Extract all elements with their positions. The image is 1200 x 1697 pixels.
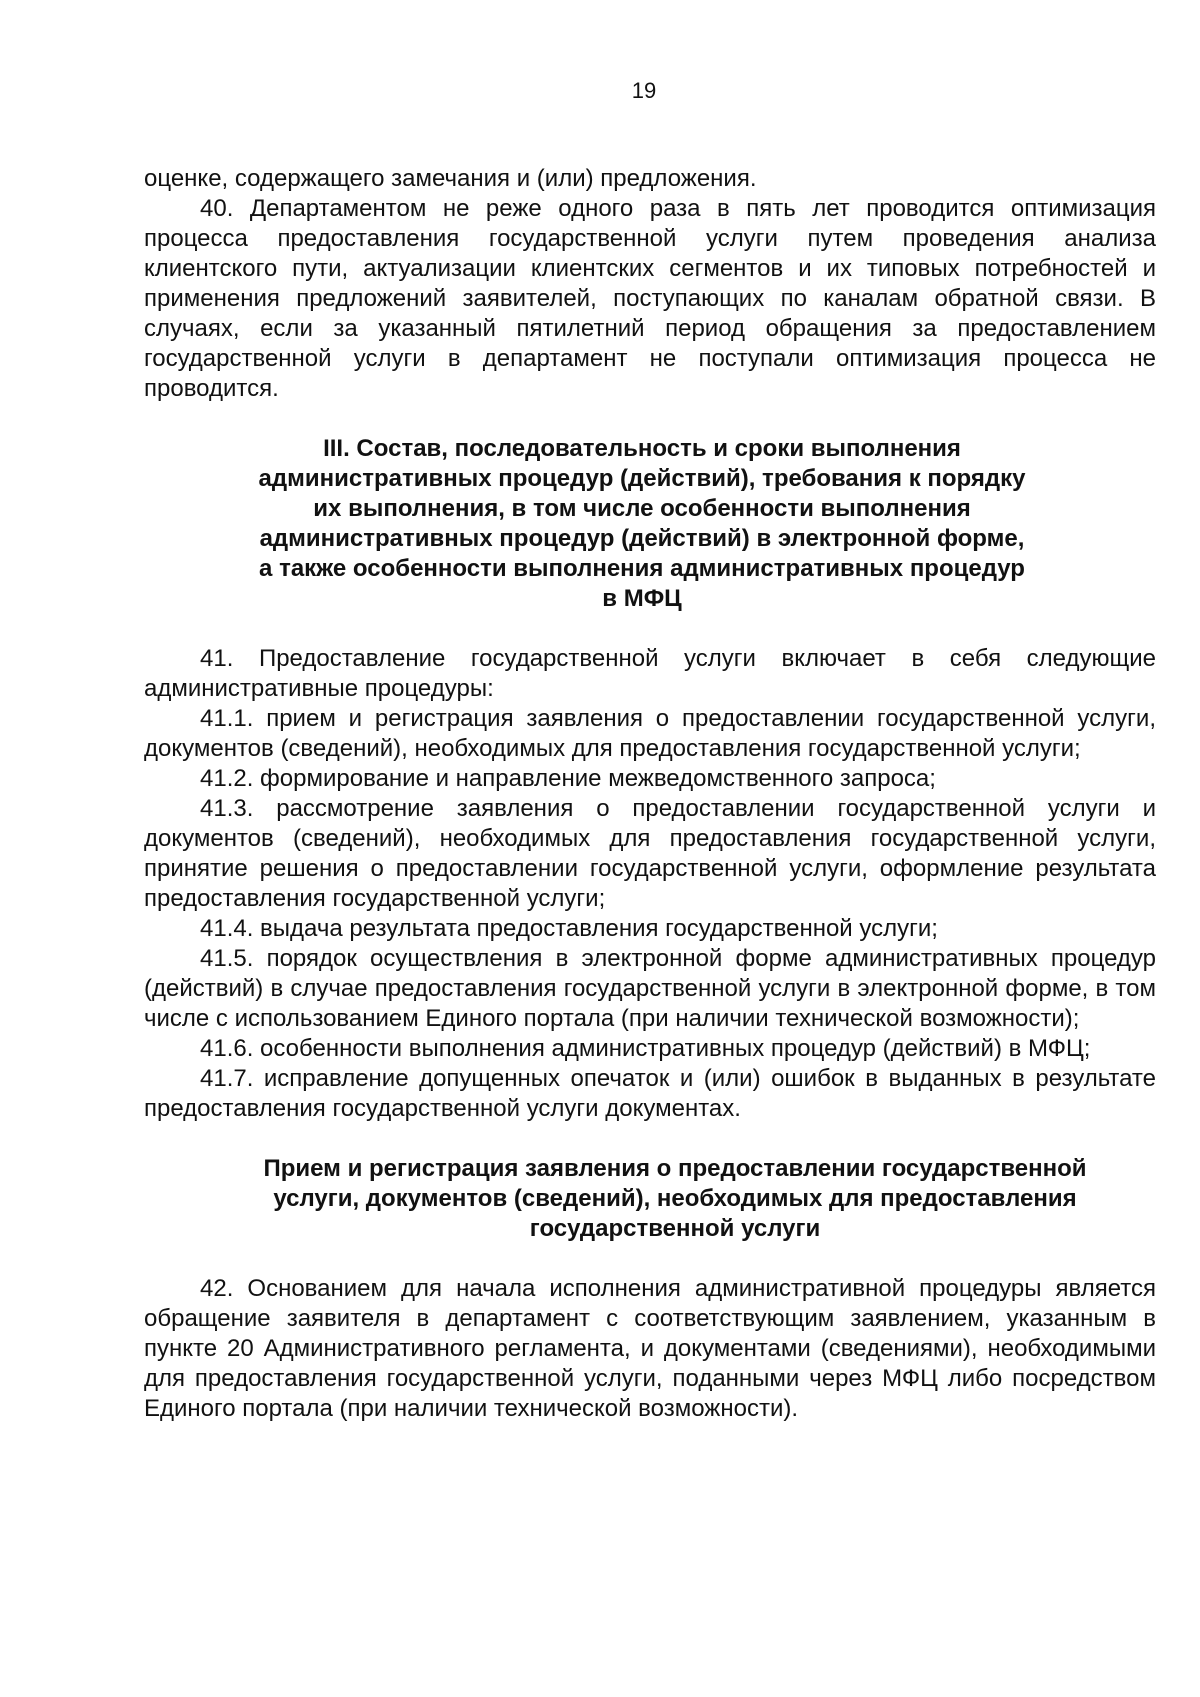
- subsection-heading-line: Прием и регистрация заявления о предоставлении государственной: [263, 1155, 1087, 1182]
- section-heading-line: административных процедур (действий) в электронной форме,: [259, 525, 1025, 552]
- section-heading-line: а также особенности выполнения административных процедур: [259, 555, 1025, 582]
- section-heading-line: административных процедур (действий), требования к порядку: [258, 465, 1026, 492]
- section-heading-line: в МФЦ: [602, 585, 682, 612]
- paragraph-41-1: 41.1. прием и регистрация заявления о предоставлении государственной услуги, документов (сведений), необходимых для предоставления государственной услуги;: [144, 705, 1156, 762]
- subsection-heading-line: государственной услуги: [529, 1215, 821, 1242]
- paragraph-41-4: 41.4. выдача результата предоставления государственной услуги;: [200, 915, 938, 942]
- paragraph-continuation: оценке, содержащего замечания и (или) предложения.: [144, 165, 757, 192]
- paragraph-41-2: 41.2. формирование и направление межведомственного запроса;: [200, 765, 936, 792]
- paragraph-41: 41. Предоставление государственной услуги включает в себя следующие административные процедуры:: [144, 645, 1156, 702]
- paragraph-41-7: 41.7. исправление допущенных опечаток и (или) ошибок в выданных в результате предоставления государственной услуги документах.: [144, 1065, 1156, 1122]
- section-heading-line: III. Состав, последовательность и сроки выполнения: [323, 435, 961, 462]
- section-heading-line: их выполнения, в том числе особенности выполнения: [313, 495, 971, 522]
- section-heading: [144, 434, 1156, 614]
- paragraph-40: 40. Департаментом не реже одного раза в пять лет проводится оптимизация процесса предоставления государственной услуги путем проведения анализа клиентского пути, актуализации клиентских сегментов и их типовых потребностей и применения предложений заявителей, поступающих по каналам обратной связи. В случаях, если за указанный пятилетний период обращения за предоставлением государственной услуги в департамент не поступали оптимизация процесса не проводится.: [144, 195, 1156, 402]
- paragraph-41-6: 41.6. особенности выполнения административных процедур (действий) в МФЦ;: [200, 1035, 1091, 1062]
- page-number: 19: [631, 78, 657, 103]
- paragraph-41-5: 41.5. порядок осуществления в электронной форме административных процедур (действий) в случае предоставления государственной услуги в электронной форме, в том числе с использованием Единого портала (при наличии технической возможности);: [144, 945, 1156, 1032]
- paragraph-41-3: 41.3. рассмотрение заявления о предоставлении государственной услуги и документов (сведений), необходимых для предоставления государственной услуги, принятие решения о предоставлении государственной услуги, оформление результата предоставления государственной услуги;: [144, 795, 1156, 912]
- paragraph-42: 42. Основанием для начала исполнения административной процедуры является обращение заявителя в департамент с соответствующим заявлением, указанным в пункте 20 Административного регламента, и документами (сведениями), необходимыми для предоставления государственной услуги, поданными через МФЦ либо посредством Единого портала (при наличии технической возможности).: [144, 1275, 1156, 1422]
- subsection-heading: [144, 1154, 1156, 1244]
- subsection-heading-line: услуги, документов (сведений), необходимых для предоставления: [273, 1185, 1077, 1212]
